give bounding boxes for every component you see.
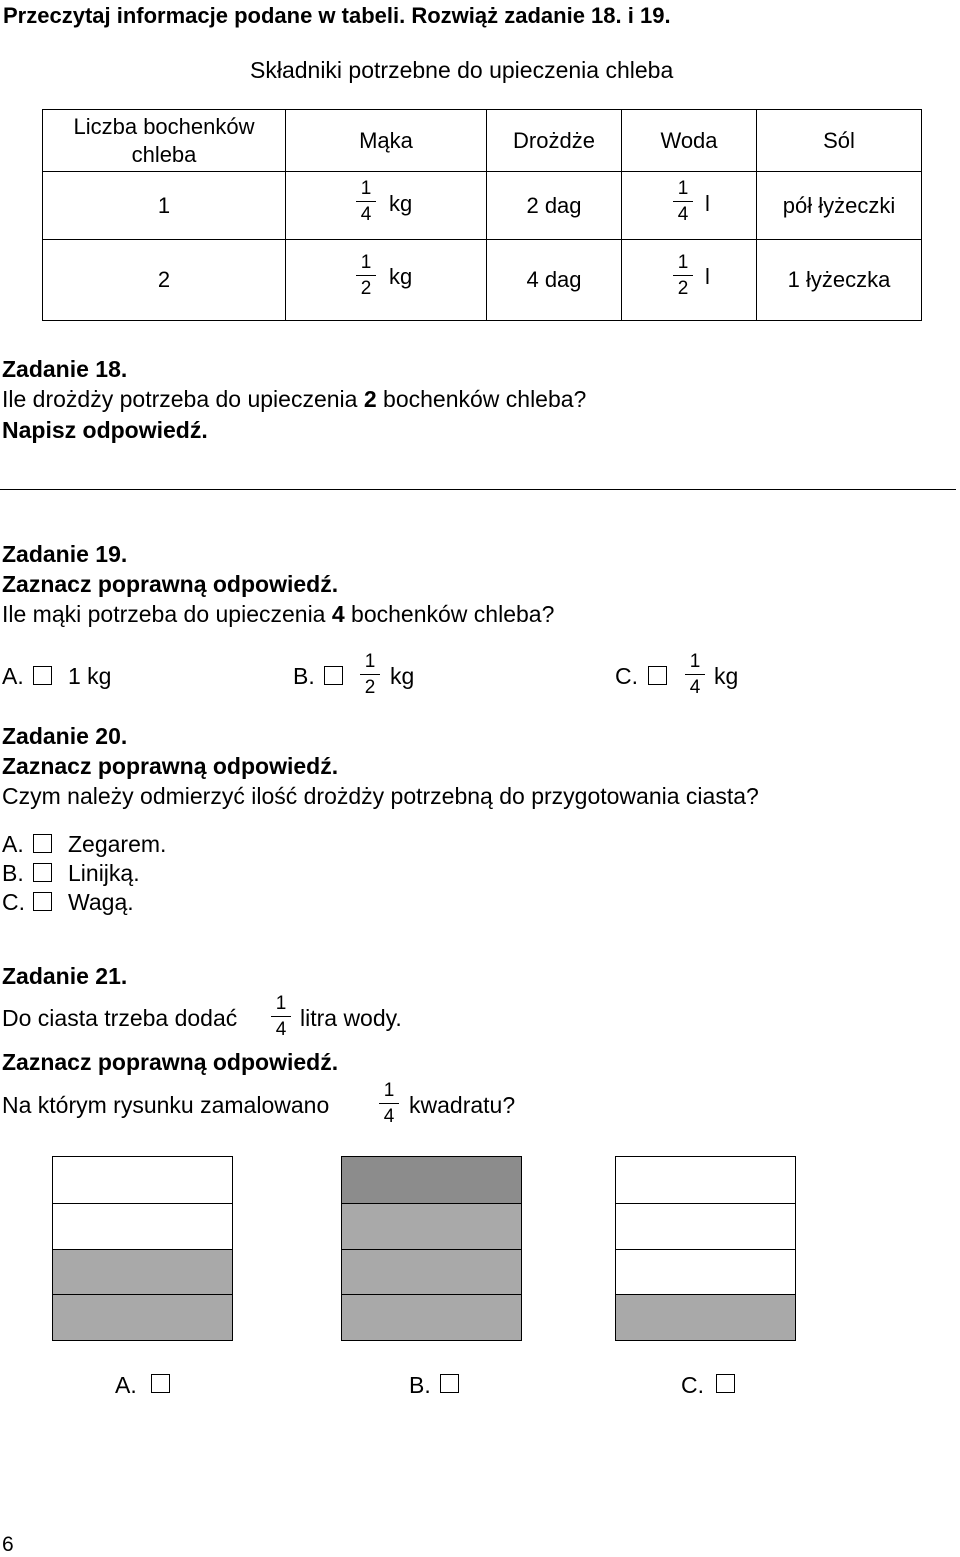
fraction-bar [379, 1103, 399, 1104]
task21-statement-text: Do ciasta trzeba dodać [2, 1005, 238, 1031]
figure-strip [53, 1249, 232, 1295]
figure-strip [53, 1294, 232, 1340]
task20-option-b-checkbox[interactable] [33, 863, 52, 882]
fraction-numerator: 1 [689, 651, 701, 672]
row1-water-fraction [673, 179, 693, 225]
task19-option-b-letter: B. [293, 663, 315, 689]
task20-option-c-checkbox[interactable] [33, 892, 52, 911]
fraction-denominator: 4 [275, 1019, 287, 1040]
header-water: Woda [622, 110, 757, 172]
task18-question-text-end: bochenków chleba? [376, 386, 587, 412]
fraction-numerator: 1 [364, 651, 376, 672]
fraction-numerator: 1 [360, 178, 372, 199]
figure-b-label: B. [409, 1372, 431, 1398]
fraction-bar [673, 275, 693, 276]
figure-strip [342, 1157, 521, 1203]
task21-statement-fraction [271, 994, 291, 1040]
task18-question [2, 386, 586, 413]
fraction-bar [356, 201, 376, 202]
task20-option-b-letter: B. [2, 860, 24, 886]
task19-option-a-text: 1 kg [68, 663, 112, 689]
fraction-denominator: 2 [364, 677, 376, 698]
task20-title: Zadanie 20. [2, 723, 128, 749]
page-instruction: Przeczytaj informacje podane w tabeli. Rozwiąż zadanie 18. i 19. [3, 3, 671, 28]
ingredients-table [42, 109, 922, 321]
task19-question-number: 4 [331, 601, 345, 627]
header-loaf-count-line1: Liczba bochenków [73, 113, 255, 139]
task21-question-text-end: kwadratu? [409, 1092, 516, 1118]
row1-flour-unit: kg [389, 191, 413, 216]
table-header-row [43, 110, 922, 172]
fraction-denominator: 2 [360, 278, 372, 299]
figure-b-square [341, 1156, 522, 1341]
task20-question: Czym należy odmierzyć ilość drożdży potrzebną do przygotowania ciasta? [2, 783, 759, 809]
row2-flour-unit: kg [389, 264, 413, 289]
figure-b-checkbox[interactable] [440, 1374, 459, 1393]
task19-option-c-letter: C. [615, 663, 638, 689]
row2-count: 2 [43, 240, 286, 321]
fraction-bar [356, 275, 376, 276]
fraction-numerator: 1 [383, 1080, 395, 1101]
figure-strip [616, 1249, 795, 1295]
row1-water [622, 172, 757, 240]
task20-instruction: Zaznacz poprawną odpowiedź. [2, 753, 339, 779]
header-salt: Sól [757, 110, 922, 172]
figure-c-square [615, 1156, 796, 1341]
fraction-numerator: 1 [360, 252, 372, 273]
header-yeast: Drożdże [487, 110, 622, 172]
task19-option-a-checkbox[interactable] [33, 666, 52, 685]
table-row [43, 240, 922, 321]
row2-flour [286, 240, 487, 321]
task20-option-b-text: Linijką. [68, 860, 140, 886]
fraction-denominator: 4 [689, 677, 701, 698]
fraction-bar [271, 1016, 291, 1017]
task19-instruction: Zaznacz poprawną odpowiedź. [2, 571, 339, 597]
task18-question-text: Ile drożdży potrzeba do upieczenia [2, 386, 364, 412]
figure-strip [616, 1157, 795, 1203]
fraction-denominator: 4 [360, 204, 372, 225]
figure-strip [342, 1294, 521, 1340]
task19-question-text-end: bochenków chleba? [344, 601, 555, 627]
task20-option-a-text: Zegarem. [68, 831, 167, 857]
task18-title: Zadanie 18. [2, 356, 128, 382]
task19-option-b-fraction [360, 652, 380, 698]
figure-a-label: A. [115, 1372, 137, 1398]
figure-c-label: C. [681, 1372, 704, 1398]
header-loaf-count-line2: chleba [131, 141, 197, 167]
figure-a-square [52, 1156, 233, 1341]
figure-strip [616, 1203, 795, 1249]
fraction-denominator: 4 [383, 1106, 395, 1127]
row2-water [622, 240, 757, 321]
fraction-bar [360, 674, 380, 675]
task20-option-c-letter: C. [2, 889, 25, 915]
figure-a-checkbox[interactable] [151, 1374, 170, 1393]
task19-option-c-fraction [685, 652, 705, 698]
task19-question [2, 601, 554, 628]
figure-c-checkbox[interactable] [716, 1374, 735, 1393]
row1-count: 1 [43, 172, 286, 240]
task19-option-b-checkbox[interactable] [324, 666, 343, 685]
table-caption: Składniki potrzebne do upieczenia chleba [250, 57, 674, 83]
task19-option-b-unit: kg [390, 663, 415, 689]
answer-line[interactable] [0, 489, 956, 490]
table-row [43, 172, 922, 240]
figure-strip [53, 1203, 232, 1249]
task19-option-a-letter: A. [2, 663, 24, 689]
task21-question-fraction [379, 1081, 399, 1127]
fraction-denominator: 2 [677, 278, 689, 299]
row1-flour-fraction [356, 179, 376, 225]
header-flour: Mąka [286, 110, 487, 172]
figure-strip [342, 1249, 521, 1295]
fraction-bar [685, 674, 705, 675]
page-number: 6 [2, 1533, 14, 1556]
header-loaf-count [43, 110, 286, 172]
task21-instruction: Zaznacz poprawną odpowiedź. [2, 1049, 339, 1075]
row2-water-unit: l [705, 264, 710, 289]
row2-flour-fraction [356, 253, 376, 299]
task18-question-number: 2 [363, 386, 377, 412]
task19-option-c-checkbox[interactable] [648, 666, 667, 685]
figure-strip [342, 1203, 521, 1249]
fraction-bar [673, 201, 693, 202]
task19-option-c-unit: kg [714, 663, 739, 689]
fraction-numerator: 1 [275, 993, 287, 1014]
row2-water-fraction [673, 253, 693, 299]
figure-strip [616, 1294, 795, 1340]
task19-question-text: Ile mąki potrzeba do upieczenia [2, 601, 332, 627]
fraction-numerator: 1 [677, 178, 689, 199]
row1-flour [286, 172, 487, 240]
row2-yeast: 4 dag [487, 240, 622, 321]
task21-statement-text-end: litra wody. [300, 1005, 402, 1031]
row2-salt: 1 łyżeczka [757, 240, 922, 321]
task21-question-text: Na którym rysunku zamalowano [2, 1092, 330, 1118]
fraction-denominator: 4 [677, 204, 689, 225]
task19-title: Zadanie 19. [2, 541, 128, 567]
row1-water-unit: l [705, 191, 710, 216]
row1-yeast: 2 dag [487, 172, 622, 240]
task20-option-a-checkbox[interactable] [33, 834, 52, 853]
fraction-numerator: 1 [677, 252, 689, 273]
task21-title: Zadanie 21. [2, 963, 128, 989]
task20-option-a-letter: A. [2, 831, 24, 857]
row1-salt: pół łyżeczki [757, 172, 922, 240]
figure-strip [53, 1157, 232, 1203]
task18-instruction: Napisz odpowiedź. [2, 417, 208, 443]
task20-option-c-text: Wagą. [68, 889, 134, 915]
